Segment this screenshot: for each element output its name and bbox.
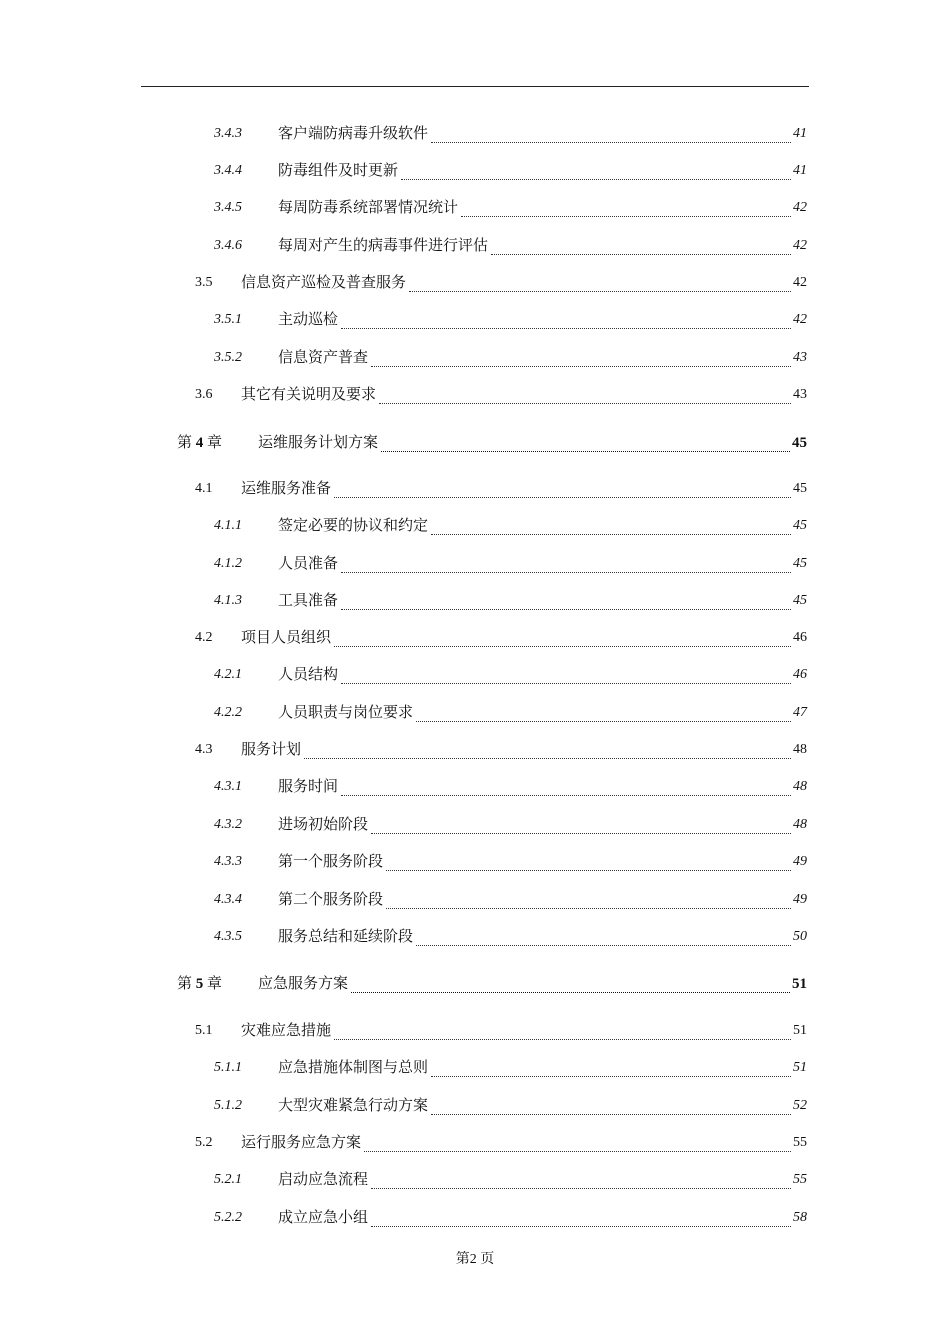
toc-number: 4.1.2 <box>214 556 242 571</box>
toc-leader-dots <box>416 721 791 722</box>
toc-number: 5.1.1 <box>214 1060 242 1075</box>
toc-page-number: 42 <box>793 238 807 253</box>
page-footer <box>0 1248 950 1268</box>
toc-number: 3.4.5 <box>214 200 242 215</box>
toc-entry-level2[interactable] <box>0 478 950 502</box>
toc-number: 4.3.1 <box>214 779 242 794</box>
toc-page-number: 43 <box>793 350 807 365</box>
toc-entry-level3[interactable] <box>0 309 950 333</box>
toc-leader-dots <box>379 403 791 404</box>
toc-page-number: 42 <box>793 312 807 327</box>
toc-number: 5.2.1 <box>214 1172 242 1187</box>
toc-leader-dots <box>371 1226 791 1227</box>
toc-leader-dots <box>364 1151 791 1152</box>
toc-leader-dots <box>431 1114 791 1115</box>
toc-number: 5.2.2 <box>214 1210 242 1225</box>
toc-title: 项目人员组织 <box>241 630 332 646</box>
toc-number: 3.5.2 <box>214 350 242 365</box>
toc-leader-dots <box>461 216 791 217</box>
toc-page-number: 51 <box>792 976 807 992</box>
toc-title: 客户端防病毒升级软件 <box>278 126 429 142</box>
toc-leader-dots <box>341 328 791 329</box>
toc-entry-level3[interactable] <box>0 814 950 838</box>
header-rule <box>141 86 809 87</box>
toc-number: 4.3.3 <box>214 854 242 869</box>
toc-page-number: 51 <box>793 1023 807 1038</box>
toc-page-number: 45 <box>793 593 807 608</box>
toc-leader-dots <box>304 758 791 759</box>
footer-suffix: 页 <box>480 1252 495 1267</box>
toc-entry-level3[interactable] <box>0 160 950 184</box>
toc-number <box>177 432 222 454</box>
toc-page-number: 42 <box>793 275 807 290</box>
toc-page-number: 55 <box>793 1135 807 1150</box>
toc-number: 4.3.4 <box>214 892 242 907</box>
toc-number: 4.2.2 <box>214 705 242 720</box>
toc-number: 4.1 <box>195 481 213 496</box>
toc-leader-dots <box>341 609 791 610</box>
toc-page-number: 42 <box>793 200 807 215</box>
toc-title: 应急措施体制图与总则 <box>278 1060 429 1076</box>
toc-entry-level2[interactable] <box>0 739 950 763</box>
toc-leader-dots <box>386 908 791 909</box>
toc-leader-dots <box>416 945 791 946</box>
toc-leader-dots <box>401 179 791 180</box>
toc-page-number: 51 <box>793 1060 807 1075</box>
toc-page-number: 47 <box>793 705 807 720</box>
toc-leader-dots <box>341 795 791 796</box>
toc-title: 服务总结和延续阶段 <box>278 929 414 945</box>
toc-page-number: 49 <box>793 854 807 869</box>
toc-title: 应急服务方案 <box>258 976 349 992</box>
toc-title: 服务计划 <box>241 742 302 758</box>
toc-number: 3.4.3 <box>214 126 242 141</box>
toc-leader-dots <box>371 1188 791 1189</box>
toc-title: 签定必要的协议和约定 <box>278 518 429 534</box>
toc-page-number: 45 <box>793 481 807 496</box>
footer-prefix: 第 <box>455 1252 470 1267</box>
toc-title: 人员结构 <box>278 667 339 683</box>
toc-leader-dots <box>341 683 791 684</box>
toc-page-number: 46 <box>793 667 807 682</box>
toc-title: 灾难应急措施 <box>241 1023 332 1039</box>
toc-leader-dots <box>386 870 791 871</box>
toc-title: 运维服务计划方案 <box>258 435 379 451</box>
toc-title: 进场初始阶段 <box>278 817 369 833</box>
toc-entry-level3[interactable] <box>0 926 950 950</box>
toc-number: 5.2 <box>195 1135 213 1150</box>
chapter-prefix: 第 <box>177 435 193 451</box>
toc-number: 5.1.2 <box>214 1098 242 1113</box>
toc-page-number: 45 <box>793 556 807 571</box>
toc-number: 5.1 <box>195 1023 213 1038</box>
toc-page-number: 48 <box>793 817 807 832</box>
toc-entry-level3[interactable] <box>0 702 950 726</box>
toc-leader-dots <box>351 992 790 993</box>
toc-number: 3.5 <box>195 275 213 290</box>
toc-number: 4.1.3 <box>214 593 242 608</box>
toc-number <box>177 973 222 995</box>
toc-page-number: 58 <box>793 1210 807 1225</box>
toc-number: 4.3.2 <box>214 817 242 832</box>
toc-leader-dots <box>491 254 791 255</box>
toc-entry-level3[interactable] <box>0 123 950 147</box>
toc-title: 人员职责与岗位要求 <box>278 705 414 721</box>
toc-title: 第一个服务阶段 <box>278 854 384 870</box>
toc-entry-level2[interactable] <box>0 272 950 296</box>
toc-page-number: 46 <box>793 630 807 645</box>
toc-number: 4.2.1 <box>214 667 242 682</box>
toc-entry-level3[interactable] <box>0 1169 950 1193</box>
toc-number: 3.4.6 <box>214 238 242 253</box>
toc-entry-level3[interactable] <box>0 1095 950 1119</box>
toc-page-number: 45 <box>792 435 807 451</box>
toc-leader-dots <box>431 142 791 143</box>
toc-title: 主动巡检 <box>278 312 339 328</box>
toc-title: 启动应急流程 <box>278 1172 369 1188</box>
toc-entry-level3[interactable] <box>0 776 950 800</box>
toc-leader-dots <box>371 366 791 367</box>
toc-entry-level3[interactable] <box>0 889 950 913</box>
toc-page-number: 48 <box>793 742 807 757</box>
toc-entry-level3[interactable] <box>0 851 950 875</box>
toc-entry-level2[interactable] <box>0 627 950 651</box>
toc-number: 4.2 <box>195 630 213 645</box>
toc-title: 工具准备 <box>278 593 339 609</box>
toc-title: 成立应急小组 <box>278 1210 369 1226</box>
toc-leader-dots <box>431 534 791 535</box>
toc-entry-level2[interactable] <box>0 1132 950 1156</box>
toc-page-number: 43 <box>793 387 807 402</box>
toc-page-number: 41 <box>793 163 807 178</box>
toc-leader-dots <box>431 1076 791 1077</box>
toc-entry-level3[interactable] <box>0 590 950 614</box>
toc-entry-level3[interactable] <box>0 235 950 259</box>
toc-leader-dots <box>334 497 791 498</box>
toc-number: 4.3.5 <box>214 929 242 944</box>
chapter-suffix: 章 <box>207 976 223 992</box>
toc-leader-dots <box>409 291 791 292</box>
toc-entry-level3[interactable] <box>0 664 950 688</box>
toc-title: 每周防毒系统部署情况统计 <box>278 200 459 216</box>
toc-entry-level3[interactable] <box>0 553 950 577</box>
chapter-number: 5 <box>195 976 204 992</box>
toc-entry-level2[interactable] <box>0 1020 950 1044</box>
toc-leader-dots <box>341 572 791 573</box>
footer-page-number: 2 <box>469 1252 477 1267</box>
toc-entry-level1[interactable] <box>0 432 950 456</box>
toc-title: 大型灾难紧急行动方案 <box>278 1098 429 1114</box>
toc-number: 4.3 <box>195 742 213 757</box>
chapter-number: 4 <box>195 435 204 451</box>
toc-entry-level2[interactable] <box>0 384 950 408</box>
toc-page-number: 45 <box>793 518 807 533</box>
toc-entry-level3[interactable] <box>0 1207 950 1231</box>
toc-page-number: 41 <box>793 126 807 141</box>
toc-title: 运维服务准备 <box>241 481 332 497</box>
toc-number: 3.4.4 <box>214 163 242 178</box>
toc-entry-level3[interactable] <box>0 1057 950 1081</box>
toc-number: 4.1.1 <box>214 518 242 533</box>
chapter-suffix: 章 <box>207 435 223 451</box>
toc-leader-dots <box>381 451 790 452</box>
toc-entry-level3[interactable] <box>0 515 950 539</box>
toc-title: 服务时间 <box>278 779 339 795</box>
toc-title: 信息资产巡检及普查服务 <box>241 275 407 291</box>
toc-page-number: 50 <box>793 929 807 944</box>
toc-title: 人员准备 <box>278 556 339 572</box>
toc-leader-dots <box>334 646 791 647</box>
toc-leader-dots <box>334 1039 791 1040</box>
toc-leader-dots <box>371 833 791 834</box>
toc-title: 其它有关说明及要求 <box>241 387 377 403</box>
toc-page-number: 49 <box>793 892 807 907</box>
toc-title: 信息资产普查 <box>278 350 369 366</box>
toc-entry-level3[interactable] <box>0 347 950 371</box>
toc-page-number: 52 <box>793 1098 807 1113</box>
toc-title: 第二个服务阶段 <box>278 892 384 908</box>
chapter-prefix: 第 <box>177 976 193 992</box>
toc-title: 防毒组件及时更新 <box>278 163 399 179</box>
toc-page-number: 55 <box>793 1172 807 1187</box>
toc-title: 每周对产生的病毒事件进行评估 <box>278 238 489 254</box>
toc-page-number: 48 <box>793 779 807 794</box>
toc-entry-level1[interactable] <box>0 973 950 997</box>
toc-entry-level3[interactable] <box>0 197 950 221</box>
toc-title: 运行服务应急方案 <box>241 1135 362 1151</box>
toc-number: 3.6 <box>195 387 213 402</box>
toc-number: 3.5.1 <box>214 312 242 327</box>
